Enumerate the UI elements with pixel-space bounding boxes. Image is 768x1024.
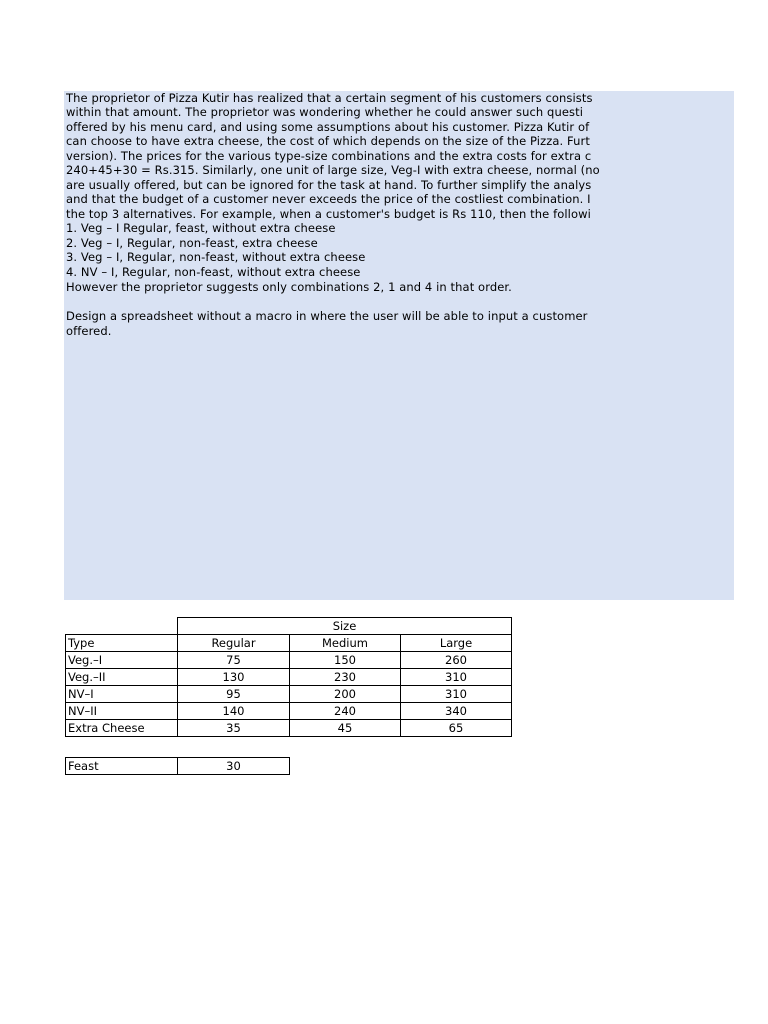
- price-cell: 65: [401, 720, 512, 737]
- problem-line: 2. Veg – I, Regular, non-feast, extra cheese: [66, 236, 318, 250]
- type-cell: Extra Cheese: [66, 720, 178, 737]
- table-row: [66, 652, 512, 669]
- price-cell: 310: [401, 669, 512, 686]
- table-row: [66, 618, 512, 635]
- problem-line: the top 3 alternatives. For example, when a customer's budget is Rs 110, then the followi: [66, 207, 591, 221]
- price-cell: 75: [178, 652, 290, 669]
- table-row: [66, 669, 512, 686]
- size-header: Size: [178, 618, 512, 635]
- price-cell: 35: [178, 720, 290, 737]
- type-cell: NV–I: [66, 686, 178, 703]
- feast-label: Feast: [66, 758, 178, 775]
- problem-line: are usually offered, but can be ignored for the task at hand. To further simplify the analys: [66, 178, 592, 192]
- problem-line: The proprietor of Pizza Kutir has realized that a certain segment of his customers consists: [66, 91, 593, 105]
- price-cell: 200: [290, 686, 401, 703]
- table-row: [66, 720, 512, 737]
- problem-statement-box: [64, 91, 734, 600]
- price-cell: 130: [178, 669, 290, 686]
- price-cell: 95: [178, 686, 290, 703]
- price-table: [65, 617, 512, 737]
- problem-line: 3. Veg – I, Regular, non-feast, without extra cheese: [66, 250, 366, 264]
- table-cell: [66, 618, 178, 635]
- problem-line: However the proprietor suggests only combinations 2, 1 and 4 in that order.: [66, 280, 512, 294]
- problem-line: 240+45+30 = Rs.315. Similarly, one unit of large size, Veg-I with extra cheese, normal (no: [66, 163, 600, 177]
- column-header: Large: [401, 635, 512, 652]
- problem-line: and that the budget of a customer never exceeds the price of the costliest combination. I: [66, 192, 591, 206]
- table-row: [66, 758, 290, 775]
- problem-line: version). The prices for the various type-size combinations and the extra costs for extra c: [66, 149, 592, 163]
- table-row: [66, 635, 512, 652]
- price-cell: 150: [290, 652, 401, 669]
- problem-statement-text: [66, 91, 624, 600]
- table-row: [66, 703, 512, 720]
- problem-line: can choose to have extra cheese, the cost of which depends on the size of the Pizza. Furt: [66, 134, 590, 148]
- type-header: Type: [66, 635, 178, 652]
- column-header: Medium: [290, 635, 401, 652]
- problem-line: Design a spreadsheet without a macro in where the user will be able to input a customer: [66, 309, 588, 323]
- price-cell: 340: [401, 703, 512, 720]
- type-cell: Veg.–I: [66, 652, 178, 669]
- price-cell: 240: [290, 703, 401, 720]
- feast-value: 30: [178, 758, 290, 775]
- price-cell: 310: [401, 686, 512, 703]
- price-cell: 260: [401, 652, 512, 669]
- column-header: Regular: [178, 635, 290, 652]
- price-cell: 45: [290, 720, 401, 737]
- type-cell: NV–II: [66, 703, 178, 720]
- problem-line: 1. Veg – I Regular, feast, without extra cheese: [66, 221, 336, 235]
- feast-table: [65, 757, 290, 775]
- table-row: [66, 686, 512, 703]
- price-cell: 140: [178, 703, 290, 720]
- type-cell: Veg.–II: [66, 669, 178, 686]
- problem-line: 4. NV – I, Regular, non-feast, without extra cheese: [66, 265, 361, 279]
- problem-line: within that amount. The proprietor was wondering whether he could answer such questi: [66, 105, 584, 119]
- problem-line: offered.: [66, 324, 112, 338]
- price-cell: 230: [290, 669, 401, 686]
- problem-line: offered by his menu card, and using some assumptions about his customer. Pizza Kutir of: [66, 120, 590, 134]
